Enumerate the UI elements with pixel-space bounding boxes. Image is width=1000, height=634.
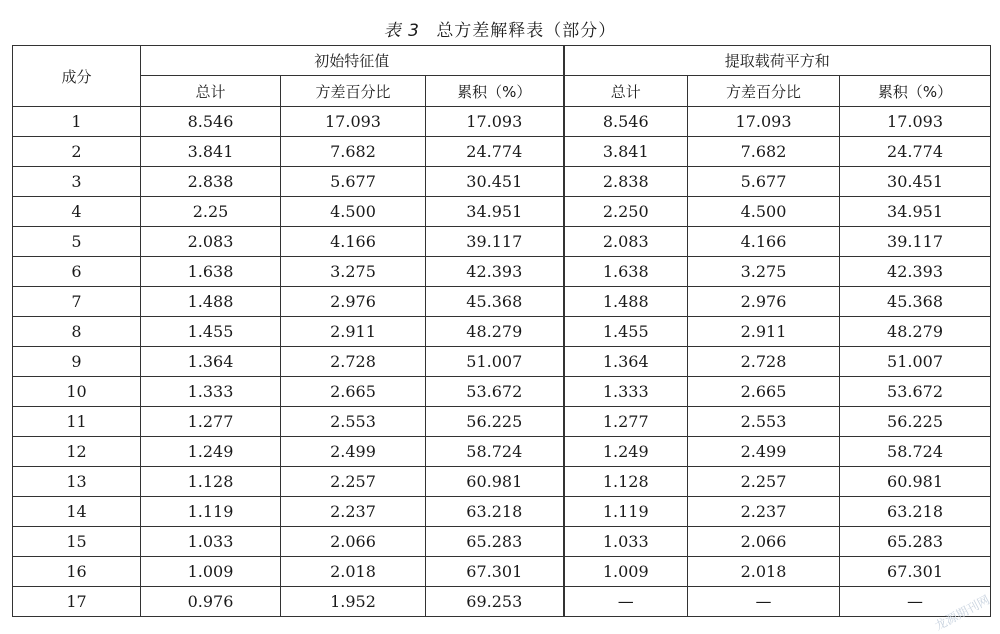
table-row xyxy=(13,377,991,407)
value-cell: 69.253 xyxy=(426,587,564,617)
component-cell: 11 xyxy=(13,407,141,437)
header-initial-eigenvalues: 初始特征值 xyxy=(141,46,564,76)
value-cell: 5.677 xyxy=(688,167,840,197)
value-cell: 2.665 xyxy=(281,377,426,407)
value-cell: 48.279 xyxy=(840,317,991,347)
value-cell: 51.007 xyxy=(426,347,564,377)
subheader-cumulative: 累积（%） xyxy=(426,76,564,107)
value-cell: 65.283 xyxy=(426,527,564,557)
value-cell: 67.301 xyxy=(840,557,991,587)
component-cell: 8 xyxy=(13,317,141,347)
value-cell: 45.368 xyxy=(840,287,991,317)
value-cell: 1.249 xyxy=(141,437,281,467)
value-cell: 2.25 xyxy=(141,197,281,227)
value-cell: 7.682 xyxy=(281,137,426,167)
value-cell: 2.838 xyxy=(141,167,281,197)
variance-table xyxy=(12,45,991,617)
value-cell: 17.093 xyxy=(688,107,840,137)
value-cell: 2.728 xyxy=(688,347,840,377)
value-cell: 1.488 xyxy=(141,287,281,317)
component-cell: 14 xyxy=(13,497,141,527)
value-cell: 3.275 xyxy=(281,257,426,287)
value-cell: 5.677 xyxy=(281,167,426,197)
component-cell: 17 xyxy=(13,587,141,617)
value-cell: 1.119 xyxy=(141,497,281,527)
value-cell: 1.638 xyxy=(564,257,688,287)
component-cell: 15 xyxy=(13,527,141,557)
value-cell: 2.066 xyxy=(281,527,426,557)
value-cell: — xyxy=(840,587,991,617)
value-cell: 1.033 xyxy=(141,527,281,557)
value-cell: 51.007 xyxy=(840,347,991,377)
table-row xyxy=(13,227,991,257)
value-cell: 24.774 xyxy=(426,137,564,167)
value-cell: 65.283 xyxy=(840,527,991,557)
value-cell: 1.455 xyxy=(141,317,281,347)
table-row xyxy=(13,197,991,227)
value-cell: 17.093 xyxy=(840,107,991,137)
value-cell: 1.638 xyxy=(141,257,281,287)
value-cell: 1.333 xyxy=(564,377,688,407)
value-cell: 2.553 xyxy=(688,407,840,437)
value-cell: 2.976 xyxy=(281,287,426,317)
value-cell: 42.393 xyxy=(840,257,991,287)
value-cell: 1.128 xyxy=(564,467,688,497)
value-cell: 2.250 xyxy=(564,197,688,227)
value-cell: 39.117 xyxy=(426,227,564,257)
component-cell: 16 xyxy=(13,557,141,587)
value-cell: 2.257 xyxy=(281,467,426,497)
table-row xyxy=(13,137,991,167)
value-cell: 1.488 xyxy=(564,287,688,317)
value-cell: 1.952 xyxy=(281,587,426,617)
value-cell: 1.009 xyxy=(564,557,688,587)
subheader-cumulative: 累积（%） xyxy=(840,76,991,107)
value-cell: 3.841 xyxy=(141,137,281,167)
component-cell: 13 xyxy=(13,467,141,497)
table-title: 总方差解释表（部分） xyxy=(436,21,617,41)
value-cell: 56.225 xyxy=(840,407,991,437)
value-cell: 2.976 xyxy=(688,287,840,317)
value-cell: 2.911 xyxy=(281,317,426,347)
component-cell: 10 xyxy=(13,377,141,407)
table-row xyxy=(13,257,991,287)
value-cell: 2.257 xyxy=(688,467,840,497)
value-cell: 58.724 xyxy=(840,437,991,467)
value-cell: 2.083 xyxy=(141,227,281,257)
subheader-variance-percent: 方差百分比 xyxy=(688,76,840,107)
value-cell: 2.499 xyxy=(688,437,840,467)
table-row xyxy=(13,557,991,587)
value-cell: 4.500 xyxy=(688,197,840,227)
value-cell: — xyxy=(564,587,688,617)
value-cell: 7.682 xyxy=(688,137,840,167)
value-cell: 24.774 xyxy=(840,137,991,167)
component-cell: 6 xyxy=(13,257,141,287)
value-cell: 2.237 xyxy=(688,497,840,527)
value-cell: 2.838 xyxy=(564,167,688,197)
value-cell: 1.033 xyxy=(564,527,688,557)
value-cell: 1.009 xyxy=(141,557,281,587)
table-row xyxy=(13,347,991,377)
table-body xyxy=(13,107,991,617)
header-extraction-sums: 提取载荷平方和 xyxy=(564,46,991,76)
value-cell: 1.128 xyxy=(141,467,281,497)
value-cell: 1.277 xyxy=(141,407,281,437)
table-row xyxy=(13,497,991,527)
table-row xyxy=(13,467,991,497)
watermark: 龙源期刊网 xyxy=(932,592,993,634)
table-row xyxy=(13,407,991,437)
value-cell: 3.275 xyxy=(688,257,840,287)
value-cell: 39.117 xyxy=(840,227,991,257)
value-cell: 0.976 xyxy=(141,587,281,617)
component-cell: 1 xyxy=(13,107,141,137)
value-cell: 4.166 xyxy=(281,227,426,257)
component-cell: 9 xyxy=(13,347,141,377)
value-cell: 1.333 xyxy=(141,377,281,407)
value-cell: 67.301 xyxy=(426,557,564,587)
value-cell: 2.083 xyxy=(564,227,688,257)
value-cell: 1.119 xyxy=(564,497,688,527)
component-cell: 12 xyxy=(13,437,141,467)
value-cell: 60.981 xyxy=(840,467,991,497)
value-cell: 1.249 xyxy=(564,437,688,467)
value-cell: 30.451 xyxy=(840,167,991,197)
value-cell: 8.546 xyxy=(564,107,688,137)
value-cell: 17.093 xyxy=(426,107,564,137)
value-cell: 53.672 xyxy=(426,377,564,407)
value-cell: 3.841 xyxy=(564,137,688,167)
value-cell: 4.166 xyxy=(688,227,840,257)
value-cell: 2.066 xyxy=(688,527,840,557)
value-cell: 63.218 xyxy=(840,497,991,527)
value-cell: 48.279 xyxy=(426,317,564,347)
value-cell: 2.728 xyxy=(281,347,426,377)
table-number: 表 3 xyxy=(383,21,420,41)
value-cell: 1.455 xyxy=(564,317,688,347)
component-cell: 3 xyxy=(13,167,141,197)
value-cell: 34.951 xyxy=(840,197,991,227)
subheader-total: 总计 xyxy=(141,76,281,107)
value-cell: 45.368 xyxy=(426,287,564,317)
table-row xyxy=(13,167,991,197)
value-cell: 58.724 xyxy=(426,437,564,467)
table-row xyxy=(13,587,991,617)
value-cell: 8.546 xyxy=(141,107,281,137)
component-cell: 4 xyxy=(13,197,141,227)
value-cell: 60.981 xyxy=(426,467,564,497)
value-cell: 1.364 xyxy=(564,347,688,377)
value-cell: 2.665 xyxy=(688,377,840,407)
table-caption xyxy=(0,16,1000,41)
subheader-variance-percent: 方差百分比 xyxy=(281,76,426,107)
value-cell: 34.951 xyxy=(426,197,564,227)
table-row xyxy=(13,527,991,557)
value-cell: 42.393 xyxy=(426,257,564,287)
value-cell: 1.277 xyxy=(564,407,688,437)
header-component: 成分 xyxy=(13,46,141,107)
table-row xyxy=(13,287,991,317)
value-cell: 2.237 xyxy=(281,497,426,527)
value-cell: 2.499 xyxy=(281,437,426,467)
value-cell: 30.451 xyxy=(426,167,564,197)
value-cell: 1.364 xyxy=(141,347,281,377)
value-cell: 17.093 xyxy=(281,107,426,137)
value-cell: 2.911 xyxy=(688,317,840,347)
table-row xyxy=(13,107,991,137)
value-cell: 4.500 xyxy=(281,197,426,227)
value-cell: 2.018 xyxy=(281,557,426,587)
component-cell: 7 xyxy=(13,287,141,317)
value-cell: 63.218 xyxy=(426,497,564,527)
value-cell: 56.225 xyxy=(426,407,564,437)
value-cell: — xyxy=(688,587,840,617)
subheader-total: 总计 xyxy=(564,76,688,107)
component-cell: 2 xyxy=(13,137,141,167)
value-cell: 2.018 xyxy=(688,557,840,587)
table-row xyxy=(13,437,991,467)
component-cell: 5 xyxy=(13,227,141,257)
value-cell: 53.672 xyxy=(840,377,991,407)
table-row xyxy=(13,317,991,347)
value-cell: 2.553 xyxy=(281,407,426,437)
